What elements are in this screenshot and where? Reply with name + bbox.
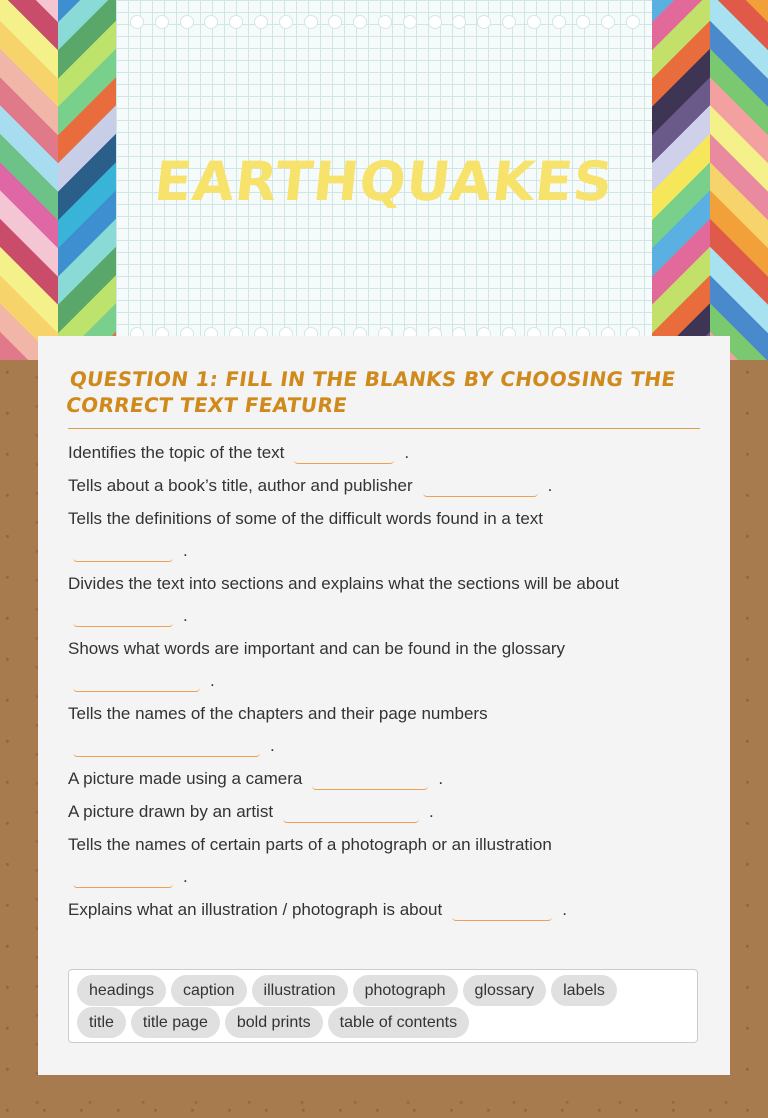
hole [601,15,615,29]
hole [304,15,318,29]
item-text: A picture made using a camera [68,769,303,788]
answer-blank[interactable] [73,539,173,562]
item-period: . [547,476,553,495]
chevron-pattern-right [652,0,768,360]
hole [477,15,491,29]
hole [626,15,640,29]
item-period: . [429,802,434,821]
answer-blank[interactable] [312,767,428,790]
answer-blank[interactable] [283,800,419,823]
answer-blank[interactable] [294,441,394,464]
chevron-pattern-left [0,0,116,360]
word-bank [68,969,698,1043]
question-item [68,568,700,632]
item-period: . [183,606,188,625]
word-chip[interactable]: illustration [252,975,348,1006]
notebook-holes-top [130,15,640,29]
answer-blank[interactable] [423,474,538,497]
answer-blank[interactable] [452,898,552,921]
hole [428,15,442,29]
question-item [68,763,700,795]
hole [353,15,367,29]
question-item [68,633,700,697]
hole [204,15,218,29]
hole [378,15,392,29]
word-chip[interactable]: labels [551,975,617,1006]
item-period: . [404,443,410,462]
answer-blank[interactable] [73,734,260,757]
item-text: Divides the text into sections and explains what the sections will be about [68,574,619,593]
hole [403,15,417,29]
item-text: Identifies the topic of the text [68,443,285,462]
item-period: . [183,541,188,560]
question-item [68,470,700,502]
hole [254,15,268,29]
hole [552,15,566,29]
word-chip[interactable]: headings [77,975,166,1006]
hole [229,15,243,29]
question-title: QUESTION 1: FILL IN THE BLANKS BY CHOOSING THE CORRECT TEXT FEATURE [64,367,678,417]
hole [279,15,293,29]
item-period: . [183,867,188,886]
header-banner [0,0,768,360]
answer-blank[interactable] [73,865,173,888]
word-chip[interactable]: bold prints [225,1007,323,1038]
question-item [68,503,700,567]
item-period: . [438,769,444,788]
page-title: EARTHQUAKES [151,150,617,213]
item-period: . [562,900,567,919]
item-text: A picture drawn by an artist [68,802,274,821]
hole [527,15,541,29]
question-item [68,829,700,893]
item-text: Tells about a book’s title, author and publisher [68,476,413,495]
question-item [68,437,700,469]
question-card [38,336,730,1075]
word-chip[interactable]: title [77,1007,126,1038]
question-item [68,894,700,926]
item-text: Tells the definitions of some of the difficult words found in a text [68,509,544,528]
word-chip[interactable]: photograph [353,975,458,1006]
hole [452,15,466,29]
word-chip[interactable]: table of contents [328,1007,469,1038]
word-chip[interactable]: caption [171,975,247,1006]
item-text: Explains what an illustration / photograph is about [68,900,443,919]
word-chip[interactable]: title page [131,1007,220,1038]
item-text: Tells the names of the chapters and their page numbers [68,704,488,723]
item-text: Tells the names of certain parts of a photograph or an illustration [68,835,552,854]
question-item [68,698,700,762]
hole [130,15,144,29]
divider [68,428,700,429]
item-period: . [210,671,215,690]
hole [328,15,342,29]
hole [502,15,516,29]
question-item [68,796,700,828]
hole [576,15,590,29]
question-items [68,437,700,927]
hole [180,15,194,29]
answer-blank[interactable] [73,669,200,692]
item-period: . [270,736,275,755]
word-chip[interactable]: glossary [463,975,547,1006]
answer-blank[interactable] [73,604,173,627]
item-text: Shows what words are important and can be found in the glossary [68,639,566,658]
hole [155,15,169,29]
